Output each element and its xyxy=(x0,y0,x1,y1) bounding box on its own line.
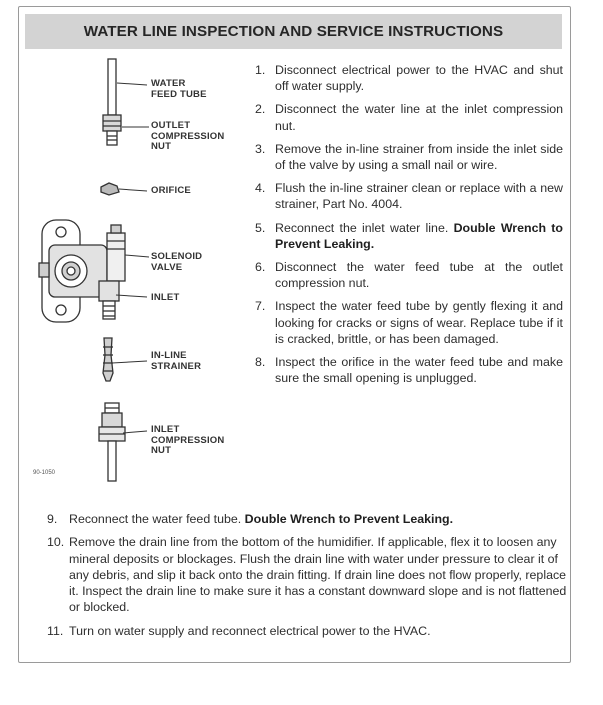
step-6 xyxy=(255,259,563,291)
label-outlet-compression-nut: OUTLET COMPRESSION NUT xyxy=(151,120,225,152)
title-bar xyxy=(25,14,562,49)
step-number: 9. xyxy=(47,512,58,526)
step-number: 1. xyxy=(255,63,266,77)
label-orifice: ORIFICE xyxy=(151,185,191,196)
step-number: 7. xyxy=(255,299,266,314)
label-solenoid-valve: SOLENOID VALVE xyxy=(151,251,203,273)
outlet-nut-icon xyxy=(103,115,121,145)
step-7 xyxy=(255,298,563,347)
step-text: Reconnect the water feed tube. xyxy=(69,512,242,526)
solenoid-valve-icon xyxy=(39,220,125,322)
label-inline-strainer: IN-LINE STRAINER xyxy=(151,350,202,372)
step-8 xyxy=(255,354,563,386)
instruction-card xyxy=(18,6,571,663)
step-text: Remove the drain line from the bottom of the humidifier. If applicable, flex it to loosen any mineral deposits or blockages. Flush the drain line with water under pressure to clear it of any debris, and slip it back onto the drain fitting. If drain line does not flow properly, replace it. Inspect the drain line to make sure it has a constant downward slope and is not flattened or blocked. xyxy=(69,535,567,615)
step-number: 11. xyxy=(47,623,64,638)
step-text: Disconnect the water line at the inlet compression nut. xyxy=(275,102,563,133)
label-inlet: INLET xyxy=(151,292,180,303)
step-text: Remove the in-line strainer from inside the inlet side of the valve by using a small nail or wire. xyxy=(275,141,563,173)
step-text: Inspect the water feed tube by gently flexing it and looking for cracks or signs of wear. Replace tube if it is cracked, brittle, or has been damaged. xyxy=(275,299,563,346)
step-3 xyxy=(255,141,563,173)
step-text: Turn on water supply and reconnect electrical power to the HVAC. xyxy=(69,623,431,638)
wide-steps-list xyxy=(47,511,567,646)
step-text: Inspect the orifice in the water feed tube and make sure the small opening is unplugged. xyxy=(275,355,563,386)
step-number: 3. xyxy=(255,141,266,156)
step-number: 10. xyxy=(47,535,65,550)
step-9 xyxy=(47,511,567,527)
step-10 xyxy=(47,534,567,615)
label-water-feed-tube: WATER FEED TUBE xyxy=(151,78,207,100)
steps-list xyxy=(255,62,563,393)
orifice-icon xyxy=(101,183,119,195)
parts-diagram-drawing xyxy=(19,55,259,485)
step-text: Disconnect the water feed tube at the outlet compression nut. xyxy=(275,260,563,291)
step-text: Flush the in-line strainer clean or replace with a new strainer, Part No. 4004. xyxy=(275,181,563,212)
step-warning: Double Wrench to Prevent Leaking. xyxy=(275,220,564,251)
step-text: Disconnect electrical power to the HVAC and shut off water supply. xyxy=(275,63,563,94)
step-2 xyxy=(255,101,563,133)
step-1 xyxy=(255,62,563,94)
step-number: 8. xyxy=(255,355,266,370)
inlet-nut-icon xyxy=(99,403,125,481)
step-text: Reconnect the inlet water line. xyxy=(275,220,449,235)
label-inlet-compression-nut: INLET COMPRESSION NUT xyxy=(151,424,225,456)
inline-strainer-icon xyxy=(103,338,113,381)
parts-diagram xyxy=(19,55,259,485)
step-number: 2. xyxy=(255,102,266,117)
diagram-ref-code: 90-1050 xyxy=(33,470,56,476)
step-number: 5. xyxy=(255,220,266,235)
step-5 xyxy=(255,220,563,252)
step-number: 4. xyxy=(255,181,266,196)
page-title: WATER LINE INSPECTION AND SERVICE INSTRUCTIONS xyxy=(83,23,504,40)
step-number: 6. xyxy=(255,260,266,275)
step-warning: Double Wrench to Prevent Leaking. xyxy=(244,512,454,526)
step-4 xyxy=(255,180,563,212)
water-feed-tube-icon xyxy=(108,59,116,115)
step-11 xyxy=(47,623,567,639)
